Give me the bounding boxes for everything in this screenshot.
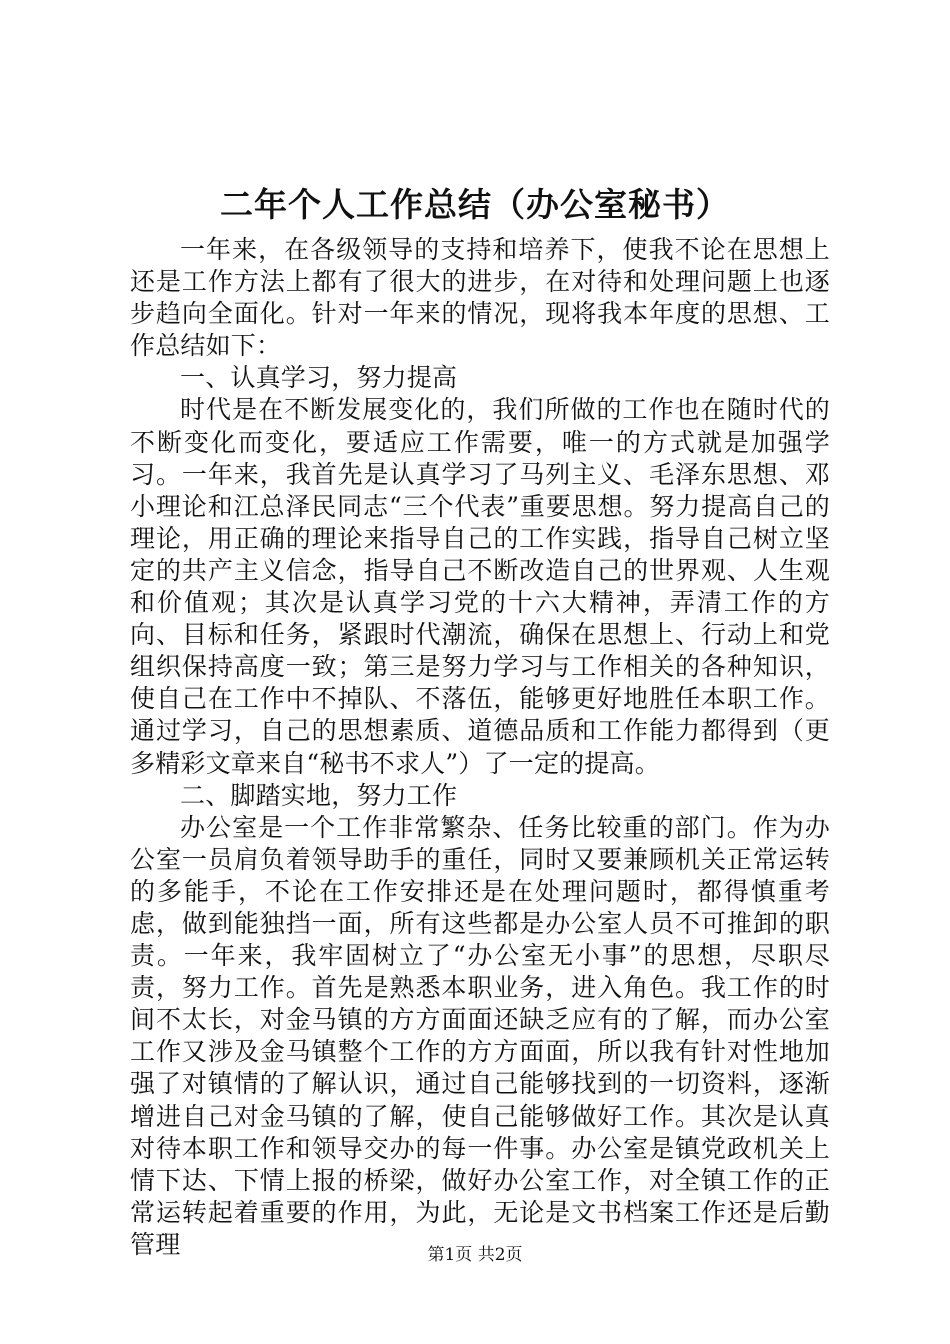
section-2-paragraph: 办公室是一个工作非常繁杂、任务比较重的部门。作为办公室一员肩负着领导助手的重任，同时又要兼顾机关正常运转的多能手，不论在工作安排还是在处理问题时，都得慎重考虑，做到能独挡一面，所有这些都是办公室人员不可推卸的职责。一年来，我牢固树立了“办公室无小事”的思想，尽职尽责，努力工作。首先是熟悉本职业务，进入角色。我工作的时间不太长，对金马镇的方方面面还缺乏应有的了解，而办公室工作又涉及金马镇整个工作的方方面面，所以我有针对性地加强了对镇情的了解认识，通过自己能够找到的一切资料，逐渐增进自己对金马镇的了解，使自己能够做好工作。其次是认真对待本职工作和领导交办的每一件事。办公室是镇党政机关上情下达、下情上报的桥梁，做好办公室工作，对全镇工作的正常运转起着重要的作用，为此，无论是文书档案工作还是后勤管理 xyxy=(130,812,830,1259)
page-footer: 第1页 共2页 xyxy=(427,1245,523,1265)
section-heading-2: 二、脚踏实地，努力工作 xyxy=(180,780,458,810)
intro-paragraph: 一年来，在各级领导的支持和培养下，使我不论在思想上还是工作方法上都有了很大的进步，在对待和处理问题上也逐步趋向全面化。针对一年来的情况，现将我本年度的思想、工作总结如下： xyxy=(130,235,830,361)
document-body xyxy=(130,234,830,1261)
section-1-paragraph: 时代是在不断发展变化的，我们所做的工作也在随时代的不断变化而变化，要适应工作需要，唯一的方式就是加强学习。一年来，我首先是认真学习了马列主义、毛泽东思想、邓小理论和江总泽民同志“三个代表”重要思想。努力提高自己的理论，用正确的理论来指导自己的工作实践，指导自己树立坚定的共产主义信念，指导自己不断改造自己的世界观、人生观和价值观；其次是认真学习党的十六大精神，弄清工作的方向、目标和任务，紧跟时代潮流，确保在思想上、行动上和党组织保持高度一致；第三是努力学习与工作相关的各种知识，使自己在工作中不掉队、不落伍，能够更好地胜任本职工作。通过学习，自己的思想素质、道德品质和工作能力都得到（更多精彩文章来自“秘书不求人”）了一定的提高。 xyxy=(130,395,830,778)
section-heading-1: 一、认真学习，努力提高 xyxy=(180,363,458,393)
document-title: 二年个人工作总结（办公室秘书） xyxy=(220,185,730,224)
